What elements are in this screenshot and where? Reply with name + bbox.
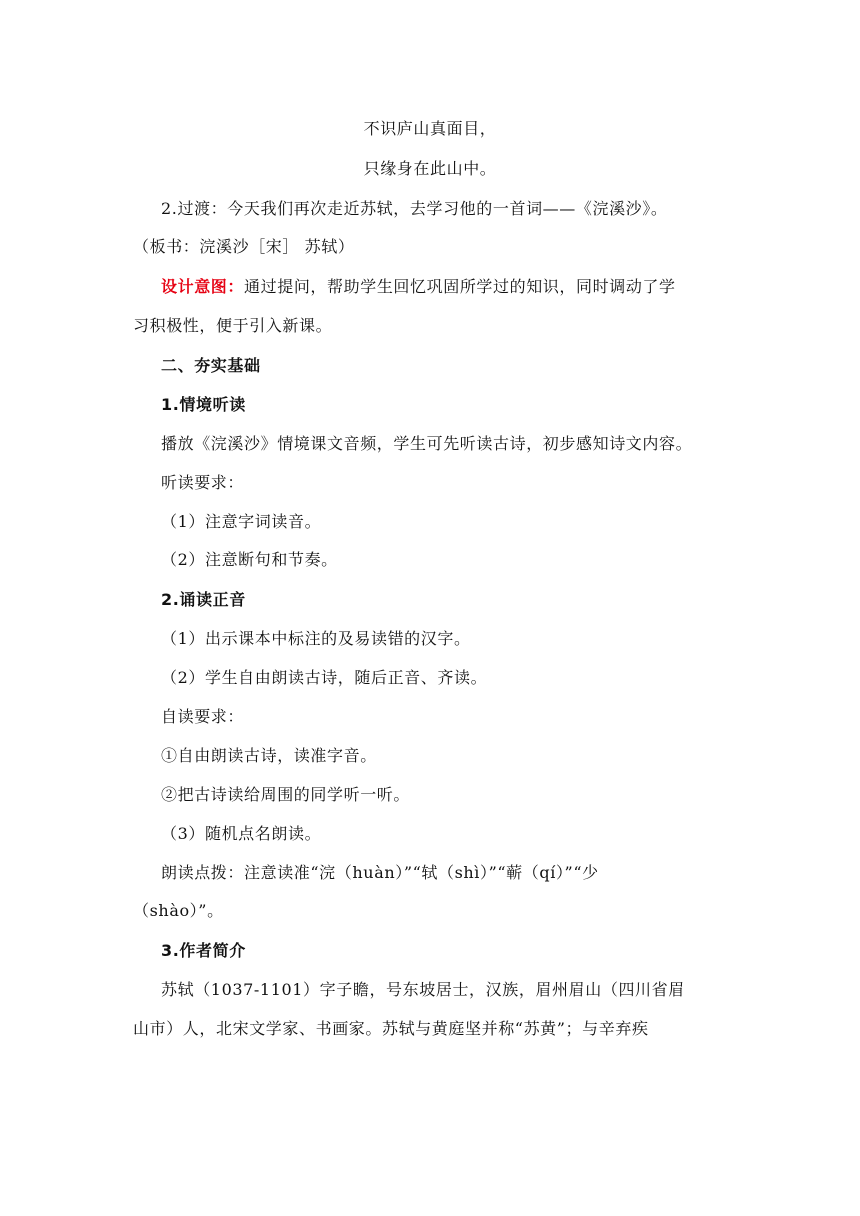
self-reading-item-1: ①自由朗读古诗，读准字音。 (161, 746, 377, 765)
poem-line-2: 只缘身在此山中。 (363, 159, 497, 178)
listening-item-2: （2）注意断句和节奏。 (161, 550, 338, 569)
reading-tip-line-2: （shào）”。 (133, 901, 224, 920)
recitation-item-1: （1）出示课本中标注的及易读错的汉字。 (161, 629, 471, 648)
design-intent-line-1 (161, 277, 676, 297)
self-reading-item-2: ②把古诗读给周围的同学听一听。 (161, 785, 411, 804)
reading-tip-line-1: 朗读点拨：注意读准“浣（huàn）”“轼（shì）”“蕲（qí）”“少 (161, 863, 599, 882)
transition-text: 2.过渡：今天我们再次走近苏轼，去学习他的一首词——《浣溪沙》。 (161, 199, 668, 218)
self-reading-label: 自读要求： (161, 707, 245, 726)
subsection-heading-listening: 1.情境听读 (161, 395, 246, 414)
recitation-item-2: （2）学生自由朗读古诗，随后正音、齐读。 (161, 668, 488, 687)
listening-paragraph: 播放《浣溪沙》情境课文音频，学生可先听读古诗，初步感知诗文内容。 (161, 434, 693, 453)
subsection-heading-recitation: 2.诵读正音 (161, 590, 246, 609)
listening-requirement-label: 听读要求： (161, 473, 245, 492)
listening-item-1: （1）注意字词读音。 (161, 512, 322, 531)
poem-line-1: 不识庐山真面目， (363, 119, 497, 138)
recitation-item-3: （3）随机点名朗读。 (161, 824, 322, 843)
design-intent-line-2: 习积极性，便于引入新课。 (133, 316, 333, 335)
author-bio-line-1: 苏轼（1037-1101）字子瞻，号东坡居士，汉族，眉州眉山（四川省眉 (161, 980, 685, 999)
design-intent-text: 通过提问，帮助学生回忆巩固所学过的知识，同时调动了学 (244, 277, 676, 296)
design-intent-label: 设计意图： (161, 277, 245, 296)
section-heading: 二、夯实基础 (161, 356, 261, 375)
subsection-heading-author: 3.作者简介 (161, 941, 246, 960)
blackboard-note: （板书：浣溪沙［宋］ 苏轼） (133, 237, 355, 256)
author-bio-line-2: 山市）人，北宋文学家、书画家。苏轼与黄庭坚并称“苏黄”；与辛弃疾 (133, 1019, 649, 1038)
